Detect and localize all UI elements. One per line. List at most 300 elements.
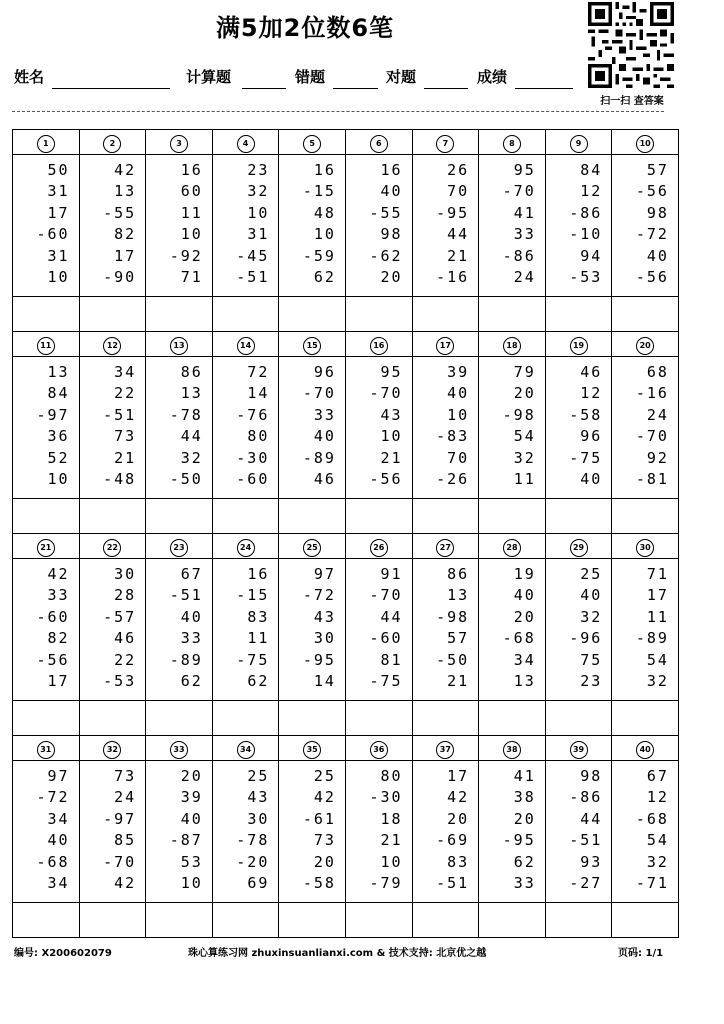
addend: -95 (502, 831, 536, 850)
addend: 40 (580, 469, 603, 488)
answer-cell[interactable] (13, 903, 80, 938)
addend: -97 (103, 809, 137, 828)
answer-cell[interactable] (479, 297, 546, 332)
addend: -58 (302, 873, 336, 892)
problem-number-cell (412, 130, 479, 155)
addend: 42 (313, 788, 336, 807)
problem-values-cell (279, 357, 346, 499)
right-field[interactable] (424, 88, 468, 89)
addend: 43 (247, 788, 270, 807)
answer-cell[interactable] (13, 297, 80, 332)
addend: 12 (646, 788, 669, 807)
problem-number-badge: 27 (436, 539, 454, 557)
problem-number-cell (146, 736, 213, 761)
calc-label: 计算题 (186, 68, 232, 86)
problem-values (346, 357, 412, 490)
answer-cell[interactable] (412, 297, 479, 332)
answer-cell[interactable] (212, 903, 279, 938)
answer-cell[interactable] (146, 499, 213, 534)
problem-values-cell (13, 761, 80, 903)
addend: -70 (369, 586, 403, 605)
addend: 46 (114, 629, 137, 648)
addend: 11 (247, 629, 270, 648)
answer-cell[interactable] (412, 701, 479, 736)
addend: 42 (114, 873, 137, 892)
answer-cell[interactable] (345, 297, 412, 332)
addend: 43 (313, 607, 336, 626)
addend: -51 (436, 873, 470, 892)
addend: -15 (302, 182, 336, 201)
problem-number-badge: 36 (370, 741, 388, 759)
answer-cell[interactable] (212, 297, 279, 332)
problem-number-badge: 24 (237, 539, 255, 557)
addend: 40 (380, 182, 403, 201)
answer-cell[interactable] (79, 499, 146, 534)
addend: 21 (380, 831, 403, 850)
answer-cell[interactable] (212, 701, 279, 736)
problem-values (413, 559, 479, 692)
addend: 10 (47, 469, 70, 488)
answer-cell[interactable] (545, 701, 612, 736)
addend: 52 (47, 448, 70, 467)
score-label: 成绩 (477, 68, 508, 86)
addend: -50 (169, 469, 203, 488)
problem-number-cell (13, 534, 80, 559)
problem-values-cell (79, 761, 146, 903)
problem-values (413, 155, 479, 288)
problem-number-cell (345, 736, 412, 761)
problem-number-cell (479, 736, 546, 761)
addend: -59 (302, 246, 336, 265)
answer-cell[interactable] (212, 499, 279, 534)
addend: 34 (47, 809, 70, 828)
problem-number-cell (13, 332, 80, 357)
addend: -89 (169, 650, 203, 669)
problem-values (546, 761, 612, 894)
addend: 10 (380, 427, 403, 446)
addend: 57 (646, 161, 669, 179)
addend: -62 (369, 246, 403, 265)
addend: 98 (646, 203, 669, 222)
problem-values (279, 761, 345, 894)
addend: -86 (569, 788, 603, 807)
addend: 70 (447, 182, 470, 201)
addend: -55 (103, 203, 137, 222)
answer-cell[interactable] (279, 903, 346, 938)
addend: 16 (247, 565, 270, 583)
problem-number-cell (212, 332, 279, 357)
addend: -10 (569, 225, 603, 244)
problem-values-cell (212, 761, 279, 903)
problem-number-cell (79, 736, 146, 761)
problem-number-badge: 14 (237, 337, 255, 355)
addend: 31 (47, 182, 70, 201)
answer-cell[interactable] (146, 701, 213, 736)
problem-values (213, 155, 279, 288)
addend: 46 (313, 469, 336, 488)
addend: 86 (447, 565, 470, 583)
addend: 84 (47, 384, 70, 403)
addend: 40 (513, 586, 536, 605)
problem-values-cell (212, 155, 279, 297)
answer-cell[interactable] (545, 499, 612, 534)
problem-number-badge: 9 (570, 135, 588, 153)
problem-number-badge: 11 (37, 337, 55, 355)
answer-cell[interactable] (13, 499, 80, 534)
problem-values-cell (612, 155, 679, 297)
problem-number-badge: 29 (570, 539, 588, 557)
addend: -81 (635, 469, 669, 488)
problem-number-badge: 19 (570, 337, 588, 355)
addend: 85 (114, 831, 137, 850)
addend: -95 (436, 203, 470, 222)
answer-cell[interactable] (612, 903, 679, 938)
addend: 41 (513, 767, 536, 785)
addend: 14 (247, 384, 270, 403)
problem-values-cell (146, 559, 213, 701)
addend: 40 (313, 427, 336, 446)
problem-number-cell (146, 130, 213, 155)
addend: 33 (47, 586, 70, 605)
addend: 21 (447, 246, 470, 265)
problem-values (213, 357, 279, 490)
addend: -27 (569, 873, 603, 892)
addend: 62 (247, 671, 270, 690)
problem-number-badge: 12 (103, 337, 121, 355)
addend: 24 (646, 405, 669, 424)
addend: 12 (580, 384, 603, 403)
addend: 18 (380, 809, 403, 828)
addend: 31 (47, 246, 70, 265)
problem-number-badge: 38 (503, 741, 521, 759)
problem-values-cell (545, 155, 612, 297)
problem-values-cell (545, 357, 612, 499)
addend: 34 (513, 650, 536, 669)
addend: -51 (236, 267, 270, 286)
addend: -71 (635, 873, 669, 892)
addend: 32 (646, 671, 669, 690)
score-field[interactable] (515, 88, 573, 89)
addend: 81 (380, 650, 403, 669)
addend: 73 (114, 427, 137, 446)
addend: 71 (180, 267, 203, 286)
addend: -69 (436, 831, 470, 850)
answer-cell[interactable] (79, 701, 146, 736)
addend: 11 (180, 203, 203, 222)
addend: 25 (313, 767, 336, 785)
addend: 24 (513, 267, 536, 286)
addend: 97 (313, 565, 336, 583)
problem-number-cell (612, 736, 679, 761)
addend: 20 (447, 809, 470, 828)
problem-number-cell (345, 130, 412, 155)
answer-cell[interactable] (479, 499, 546, 534)
addend: 68 (646, 363, 669, 381)
addend: 67 (180, 565, 203, 583)
problem-number-badge: 4 (237, 135, 255, 153)
answer-cell[interactable] (279, 701, 346, 736)
addend: -60 (369, 629, 403, 648)
problem-number-cell (279, 130, 346, 155)
addend: 10 (247, 203, 270, 222)
answer-cell[interactable] (612, 499, 679, 534)
addend: 11 (513, 469, 536, 488)
problem-values-cell (612, 559, 679, 701)
answer-cell[interactable] (79, 903, 146, 938)
addend: 17 (447, 767, 470, 785)
answer-cell[interactable] (279, 499, 346, 534)
addend: 44 (180, 427, 203, 446)
problem-values-cell (479, 559, 546, 701)
addend: 62 (313, 267, 336, 286)
addend: 39 (447, 363, 470, 381)
wrong-field[interactable] (333, 88, 378, 89)
problem-values (479, 559, 545, 692)
addend: -89 (635, 629, 669, 648)
footer-page: 页码: 1/1 (618, 948, 664, 959)
problem-number-badge: 1 (37, 135, 55, 153)
addend: -75 (236, 650, 270, 669)
problem-values-cell (212, 357, 279, 499)
problem-number-badge: 13 (170, 337, 188, 355)
addend: -15 (236, 586, 270, 605)
addend: 30 (247, 809, 270, 828)
dashed-divider (12, 111, 664, 112)
addend: -98 (502, 405, 536, 424)
addend: 32 (513, 448, 536, 467)
addend: -68 (635, 809, 669, 828)
problem-number-badge: 17 (436, 337, 454, 355)
addend: 54 (646, 831, 669, 850)
addend: 31 (247, 225, 270, 244)
problem-number-badge: 3 (170, 135, 188, 153)
problem-values (80, 357, 146, 490)
student-info-row (14, 66, 584, 90)
page-title: 满5加2位数6笔 (215, 14, 395, 42)
addend: 20 (180, 767, 203, 785)
addend: 20 (513, 809, 536, 828)
addend: 21 (380, 448, 403, 467)
calc-field[interactable] (242, 88, 286, 89)
addend: 39 (180, 788, 203, 807)
problem-number-cell (545, 332, 612, 357)
addend: 10 (47, 267, 70, 286)
footer-code: 编号: X200602079 (14, 948, 112, 959)
addend: 30 (313, 629, 336, 648)
problem-number-cell (479, 332, 546, 357)
addend: 50 (47, 161, 70, 179)
addend: 70 (447, 448, 470, 467)
addend: 32 (580, 607, 603, 626)
problem-values (80, 155, 146, 288)
qr-caption: 扫一扫 查答案 (600, 96, 664, 107)
problem-values-cell (79, 357, 146, 499)
answer-cell[interactable] (13, 701, 80, 736)
name-field[interactable] (52, 88, 170, 89)
answer-cell[interactable] (412, 499, 479, 534)
answer-cell[interactable] (279, 297, 346, 332)
addend: 19 (513, 565, 536, 583)
addend: 42 (114, 161, 137, 179)
problem-values (146, 357, 212, 490)
problem-number-badge: 40 (636, 741, 654, 759)
problem-number-cell (146, 332, 213, 357)
addend: -16 (436, 267, 470, 286)
addend: 25 (580, 565, 603, 583)
addend: 33 (180, 629, 203, 648)
problem-number-cell (279, 332, 346, 357)
problem-values (479, 357, 545, 490)
addend: 33 (513, 873, 536, 892)
addend: 79 (513, 363, 536, 381)
addend: -87 (169, 831, 203, 850)
problem-number-cell (345, 534, 412, 559)
addend: -76 (236, 405, 270, 424)
addend: -51 (569, 831, 603, 850)
addend: -70 (635, 427, 669, 446)
problem-number-badge: 25 (303, 539, 321, 557)
problem-number-cell (545, 736, 612, 761)
addend: 23 (247, 161, 270, 179)
answer-cell[interactable] (545, 903, 612, 938)
problem-values-cell (13, 357, 80, 499)
problem-number-badge: 31 (37, 741, 55, 759)
addend: 23 (580, 671, 603, 690)
addend: -79 (369, 873, 403, 892)
addend: 26 (447, 161, 470, 179)
answer-cell[interactable] (146, 903, 213, 938)
problem-values-cell (545, 761, 612, 903)
problem-number-badge: 28 (503, 539, 521, 557)
addend: 17 (47, 671, 70, 690)
problem-values (13, 155, 79, 288)
problem-number-cell (212, 130, 279, 155)
addend: 38 (513, 788, 536, 807)
problem-number-badge: 2 (103, 135, 121, 153)
addend: 98 (580, 767, 603, 785)
problem-values-cell (279, 155, 346, 297)
addend: -92 (169, 246, 203, 265)
addend: 84 (580, 161, 603, 179)
problem-number-cell (479, 130, 546, 155)
problem-number-cell (279, 736, 346, 761)
problem-values (213, 761, 279, 894)
problem-number-cell (545, 130, 612, 155)
answer-cell[interactable] (612, 297, 679, 332)
problem-values-cell (345, 155, 412, 297)
addend: -56 (635, 182, 669, 201)
problem-number-cell (412, 736, 479, 761)
addend: -70 (103, 852, 137, 871)
problem-values (612, 357, 678, 490)
addend: 40 (47, 831, 70, 850)
addend: 10 (180, 873, 203, 892)
addend: 67 (646, 767, 669, 785)
addend: -48 (103, 469, 137, 488)
addend: 21 (114, 448, 137, 467)
addend: 40 (180, 607, 203, 626)
addend: -75 (369, 671, 403, 690)
addend: 92 (646, 448, 669, 467)
addend: 28 (114, 586, 137, 605)
addend: -95 (302, 650, 336, 669)
answer-cell[interactable] (345, 903, 412, 938)
addend: -72 (36, 788, 70, 807)
answer-cell[interactable] (79, 297, 146, 332)
addend: 24 (114, 788, 137, 807)
addend: 14 (313, 671, 336, 690)
answer-cell[interactable] (479, 701, 546, 736)
problem-number-badge: 35 (303, 741, 321, 759)
answer-cell[interactable] (545, 297, 612, 332)
answer-cell[interactable] (479, 903, 546, 938)
name-label: 姓名 (14, 68, 45, 86)
addend: -16 (635, 384, 669, 403)
problem-number-cell (612, 332, 679, 357)
addend: 20 (380, 267, 403, 286)
right-label: 对题 (386, 68, 417, 86)
problem-values (346, 155, 412, 288)
problem-values (612, 155, 678, 288)
addend: -90 (103, 267, 137, 286)
addend: 40 (580, 586, 603, 605)
addend: 16 (313, 161, 336, 179)
problem-values-cell (146, 357, 213, 499)
addend: 98 (380, 225, 403, 244)
addend: -30 (369, 788, 403, 807)
addend: 95 (513, 161, 536, 179)
problem-values (546, 155, 612, 288)
problem-number-badge: 6 (370, 135, 388, 153)
answer-cell[interactable] (412, 903, 479, 938)
addend: 83 (447, 852, 470, 871)
problem-values-cell (279, 761, 346, 903)
addend: 42 (47, 565, 70, 583)
addend: -60 (36, 225, 70, 244)
addend: 97 (47, 767, 70, 785)
answer-cell[interactable] (146, 297, 213, 332)
addend: -51 (169, 586, 203, 605)
problem-number-badge: 16 (370, 337, 388, 355)
addend: 33 (513, 225, 536, 244)
problem-number-cell (612, 130, 679, 155)
addend: 32 (180, 448, 203, 467)
problem-values (13, 357, 79, 490)
problem-values-cell (612, 761, 679, 903)
addend: 94 (580, 246, 603, 265)
addend: 71 (646, 565, 669, 583)
problem-values (346, 559, 412, 692)
answer-cell[interactable] (345, 499, 412, 534)
answer-cell[interactable] (345, 701, 412, 736)
addend: 95 (380, 363, 403, 381)
addend: -56 (635, 267, 669, 286)
addend: -70 (302, 384, 336, 403)
problem-number-badge: 7 (436, 135, 454, 153)
problem-values (546, 357, 612, 490)
addend: -61 (302, 809, 336, 828)
problem-number-badge: 39 (570, 741, 588, 759)
problem-values-cell (412, 559, 479, 701)
addend: -60 (36, 607, 70, 626)
qr-code[interactable] (588, 2, 674, 88)
addend: 22 (114, 384, 137, 403)
addend: 33 (313, 405, 336, 424)
answer-cell[interactable] (612, 701, 679, 736)
problem-values (80, 761, 146, 894)
addend: 80 (380, 767, 403, 785)
problem-number-cell (13, 130, 80, 155)
